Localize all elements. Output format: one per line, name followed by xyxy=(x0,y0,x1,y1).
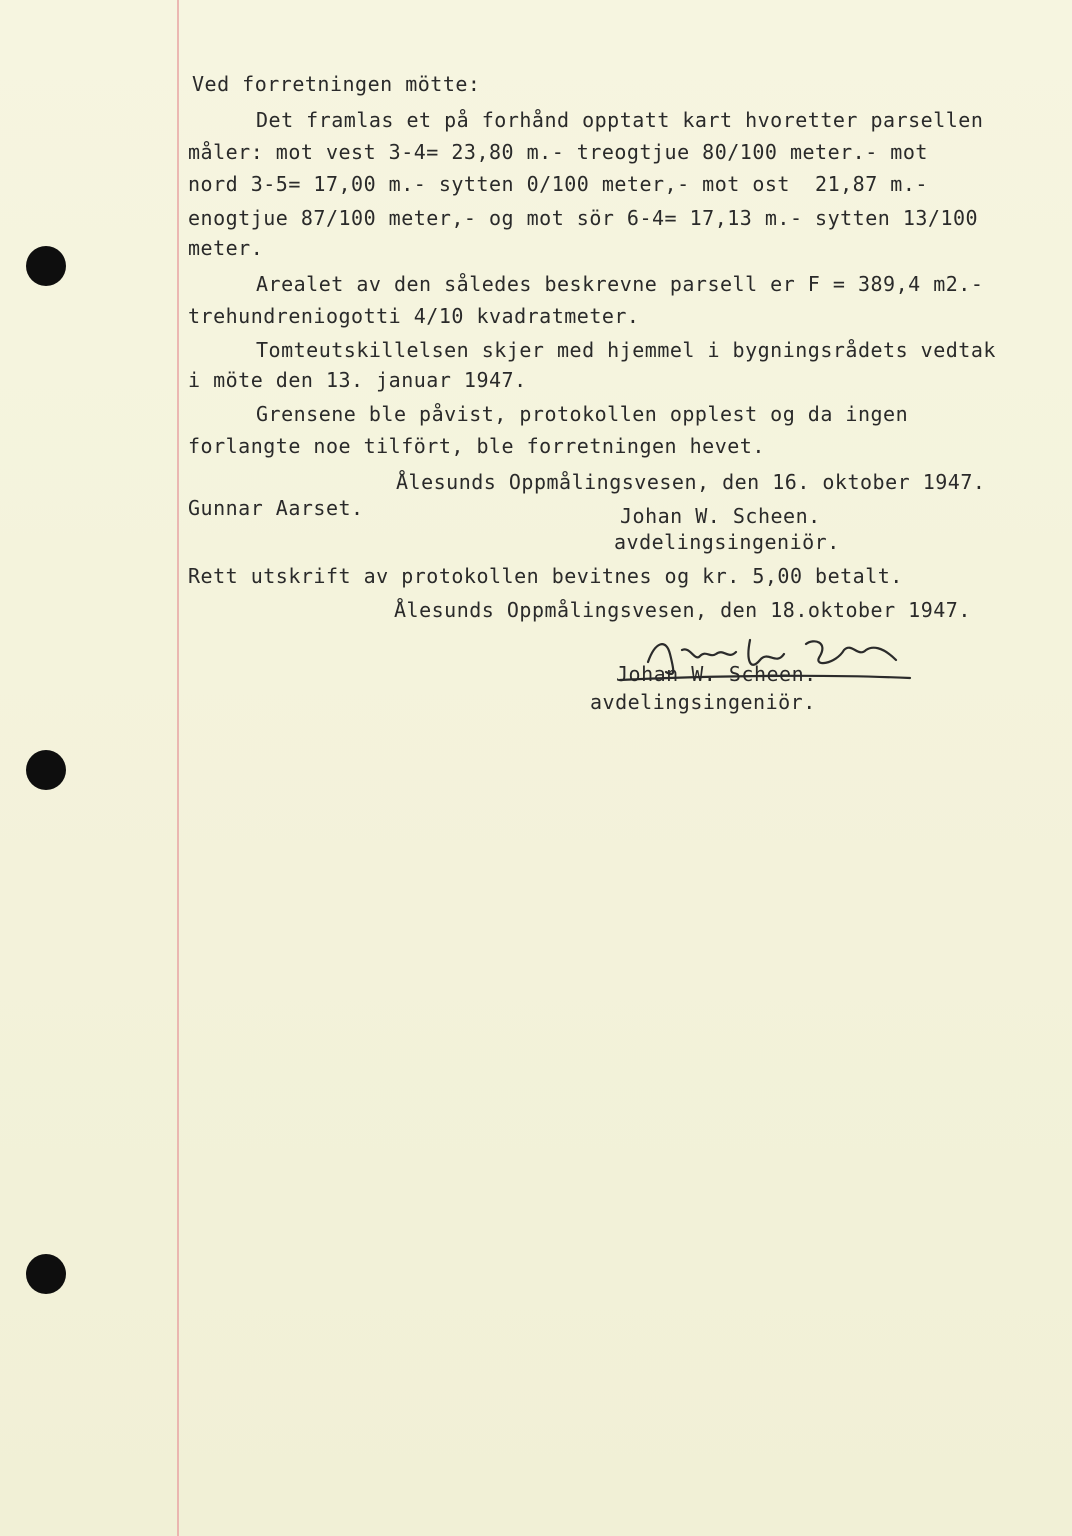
certification-text: Rett utskrift av protokollen bevitnes og kr. 5,00 betalt. xyxy=(188,564,903,588)
paragraph-line: Tomteutskillelsen skjer med hjemmel i bygningsrådets vedtak xyxy=(256,338,996,362)
punch-hole xyxy=(26,1254,66,1294)
certification-signer-name: Johan W. Scheen. xyxy=(616,662,817,686)
paragraph-line: Arealet av den således beskrevne parsell er F = 389,4 m2.- xyxy=(256,272,984,296)
paragraph-line: i möte den 13. januar 1947. xyxy=(188,368,527,392)
paragraph-line: måler: mot vest 3-4= 23,80 m.- treogtjue 80/100 meter.- mot xyxy=(188,140,928,164)
punch-hole xyxy=(26,246,66,286)
signer-right-name: Johan W. Scheen. xyxy=(620,504,821,528)
margin-rule xyxy=(177,0,179,1536)
certification-signer-title: avdelingsingeniör. xyxy=(590,690,816,714)
signer-right-title: avdelingsingeniör. xyxy=(614,530,840,554)
paragraph-line: trehundreniogotti 4/10 kvadratmeter. xyxy=(188,304,640,328)
paragraph-line: Det framlas et på forhånd opptatt kart hvoretter parsellen xyxy=(256,108,984,132)
paragraph-line: nord 3-5= 17,00 m.- sytten 0/100 meter,- mot ost 21,87 m.- xyxy=(188,172,928,196)
paragraph-line: Grensene ble påvist, protokollen opplest og da ingen xyxy=(256,402,909,426)
place-date-line: Ålesunds Oppmålingsvesen, den 16. oktober 1947. xyxy=(396,470,986,494)
handwritten-signature xyxy=(600,620,920,700)
certification-place-date: Ålesunds Oppmålingsvesen, den 18.oktober 1947. xyxy=(394,598,971,622)
paragraph-line: enogtjue 87/100 meter,- og mot sör 6-4= 17,13 m.- sytten 13/100 xyxy=(188,206,979,230)
signer-left: Gunnar Aarset. xyxy=(188,496,364,520)
heading: Ved forretningen mötte: xyxy=(192,72,481,96)
punch-hole xyxy=(26,750,66,790)
paragraph-line: meter. xyxy=(188,236,264,260)
paragraph-line: forlangte noe tilfört, ble forretningen hevet. xyxy=(188,434,765,458)
